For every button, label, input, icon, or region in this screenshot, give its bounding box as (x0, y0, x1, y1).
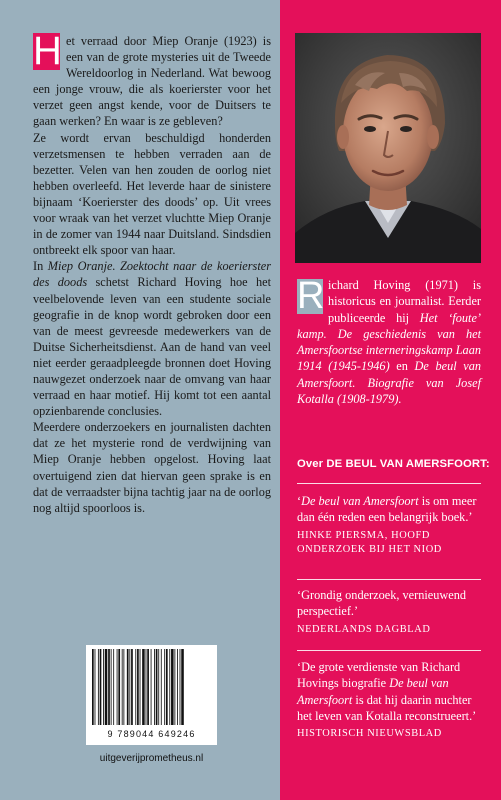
barcode-bar (180, 649, 181, 725)
barcode-bar (137, 649, 139, 725)
review-divider (297, 650, 481, 651)
review-divider (297, 579, 481, 580)
review-source: HINKE PIERSMA, HOOFD ONDERZOEK BIJ HET NIOD (297, 529, 442, 555)
barcode-bar (131, 649, 133, 725)
barcode-bar (117, 649, 118, 725)
author-bio-paragraph (297, 277, 481, 407)
barcode-bar (151, 649, 152, 725)
blurb-text (33, 29, 271, 516)
barcode-bar (92, 649, 94, 725)
quote-post: is dat hij daarin nuchter het leven van Kotalla reconstrueert.’ (297, 692, 477, 723)
isbn-barcode (86, 645, 217, 745)
review-divider (297, 483, 481, 484)
barcode-bar (105, 649, 108, 725)
blurb-paragraph-2: Ze wordt ervan beschuldigd honderden verzetsmensen te hebben verraden aan de bezetter. Velen van hen zouden de oorlog niet hebben overleefd. Het leverde haar de sinistere bijnaam ‘Koerierster des doods’ op. Uit vrees voor wraak van het verzet vluchtte Miep Oranje in de zomer van 1944 naar Duitsland. Sindsdien ontbreekt elk spoor van haar. (33, 130, 271, 258)
review-item (297, 493, 481, 557)
barcode-bar (95, 649, 96, 725)
barcode-bar (100, 649, 102, 725)
barcode-bar (181, 649, 184, 725)
barcode-bar (129, 649, 130, 725)
barcode-bar (122, 649, 123, 725)
blurb-p3-post: schetst Richard Hoving hoe het veelbelovende leven van een studente sociale geografie in de knop wordt gebroken door een van de meest gevreesde medewerkers van de Duitse Sicherheitsdienst. Aan de hand van veel niet eerder geraadpleegde bronnen doet Hoving nauwgezet onderzoek naar de omvang van haar verraad en haar motief. Hij komt tot een aantal opzienbarende conclusies. (33, 275, 271, 419)
book-title-italic: Miep Oranje. Zoektocht naar de koerierster des doods (33, 259, 271, 290)
review-source: NEDERLANDS DAGBLAD (297, 623, 431, 635)
barcode-bar (147, 649, 149, 725)
quote-title: De beul van Amersfoort (297, 676, 449, 707)
publisher-url: uitgeverijprometheus.nl (99, 753, 204, 764)
barcode-bars (90, 649, 213, 729)
blurb-paragraph-3 (33, 258, 271, 419)
barcode-bar (169, 649, 170, 725)
barcode-bar (171, 649, 174, 725)
barcode-bar (108, 649, 110, 725)
quote-title: De beul van Amersfoort (301, 494, 419, 508)
blurb-p1-text: et verraad door Miep Oranje (1923) is een van de grote mysteries uit de Tweede Wereldoorlog in Nederland. Wat bewoog een jonge vrouw, die als koerierster voor het verzet geen angst kende, voor de Duitsers te gaan werken? En waar is ze gebleven? (33, 34, 271, 129)
bio-text-1: ichard Hoving (1971) is historicus en journalist. Eerder publiceerde hij (328, 278, 481, 325)
review-source: HISTORISCH NIEUWSBLAD (297, 728, 442, 740)
barcode-bar (113, 649, 114, 725)
barcode-bar (146, 649, 147, 725)
drop-cap-h: H (33, 29, 62, 73)
author-portrait-illustration (295, 33, 481, 263)
drop-cap-r: R (297, 275, 325, 317)
quote-pre: ‘Grondig onderzoek, vernieuwend perspectief.’ (297, 588, 467, 619)
quote-pre: ‘ (297, 494, 302, 508)
barcode-bar (98, 649, 99, 725)
barcode-bar (111, 649, 112, 725)
barcode-bar (154, 649, 155, 725)
quote-pre: ‘De grote verdienste van Richard Hovings biografie (297, 660, 461, 691)
barcode-bar (127, 649, 129, 725)
barcode-bar (123, 649, 124, 725)
barcode-bar (103, 649, 104, 725)
barcode-bar (164, 649, 165, 725)
barcode-bar (166, 649, 168, 725)
review-item (297, 587, 481, 637)
isbn-number: 9 789044 649246 (107, 729, 196, 739)
author-photo (295, 33, 481, 263)
bio-text-2: en (389, 359, 415, 374)
barcode-bar (177, 649, 178, 725)
blurb-paragraph-4: Meerdere onderzoekers en journalisten dachten dat ze het mysterie rond de verdwijning van Miep Oranje hebben opgelost. Hoving laat overtuigend zien dat hiervan geen sprake is en dat de verraadster bijna tachtig jaar na de oorlog nog altijd spoorloos is. (33, 420, 271, 515)
barcode-bar (142, 649, 145, 725)
quote-post: is om meer dan één reden een belangrijk boek.’ (297, 494, 477, 525)
barcode-bar (156, 649, 158, 725)
blurb-paragraph-1 (33, 29, 271, 130)
review-quote (297, 659, 481, 724)
review-item (297, 659, 481, 741)
review-quote (297, 587, 481, 620)
blurb-p3-pre: In (33, 259, 48, 274)
reviews-heading: Over DE BEUL VAN AMERSFOORT: (297, 458, 490, 470)
bio-book-title-2: De beul van Amersfoort. Biografie van Josef Kotalla (1908-1979). (297, 359, 481, 407)
barcode-bar (161, 649, 162, 725)
review-quote (297, 493, 481, 526)
barcode-bar (158, 649, 159, 725)
barcode-bar (118, 649, 120, 725)
author-bio (297, 277, 481, 407)
bio-book-title-1: Het ‘foute’ kamp. De geschiedenis van het Amersfoortse interneringskamp Laan 1914 (1945-1946) (297, 310, 482, 374)
barcode-bar (135, 649, 136, 725)
barcode-bar (140, 649, 141, 725)
barcode-bar (174, 649, 175, 725)
